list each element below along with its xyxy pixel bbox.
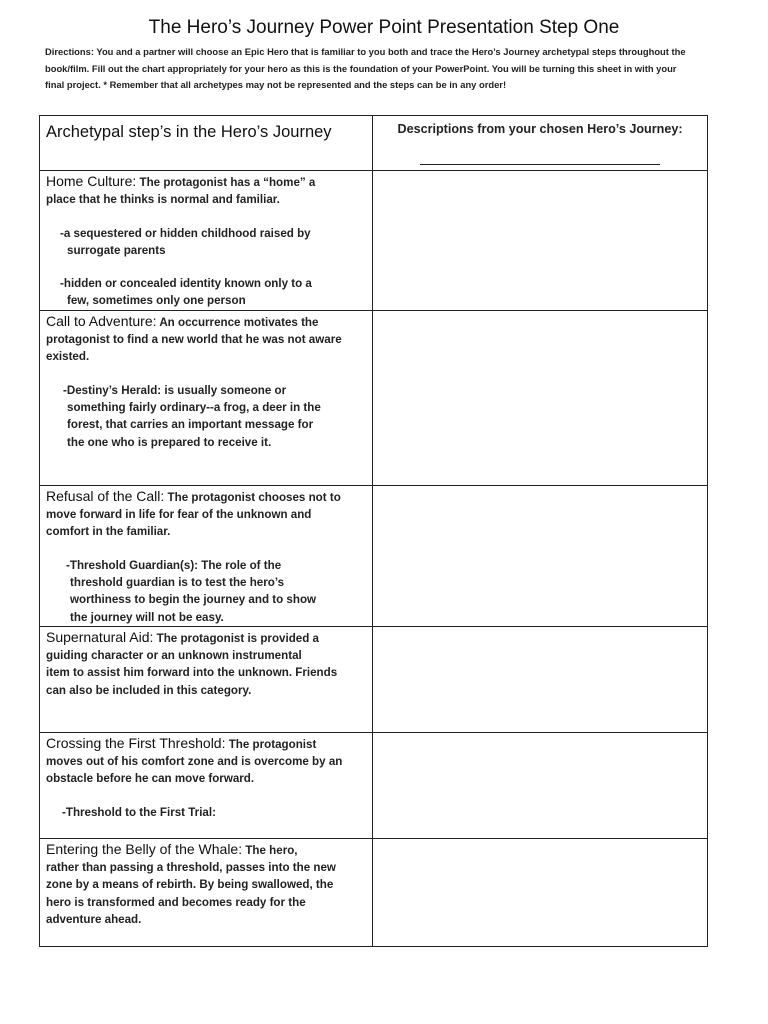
- description-input-cell[interactable]: [373, 171, 708, 311]
- step-intro: The protagonist is provided a: [156, 631, 319, 645]
- step-intro: place that he thinks is normal and familiar.: [46, 193, 280, 207]
- table-row-refusal-of-the-call: [40, 485, 708, 626]
- sub-line: -a sequestered or hidden childhood raised by: [60, 226, 311, 240]
- step-intro: move forward in life for fear of the unknown and: [46, 508, 312, 522]
- step-intro: can also be included in this category.: [46, 683, 252, 697]
- step-intro: The protagonist has a “home” a: [139, 176, 316, 189]
- step-name: Entering the Belly of the Whale:: [46, 840, 243, 857]
- step-intro: An occurrence motivates the: [159, 315, 319, 329]
- table-row-supernatural-aid: [40, 626, 708, 732]
- step-cell: [40, 171, 373, 311]
- sub-archetype: [46, 225, 366, 260]
- sub-line: worthiness to begin the journey and to show: [70, 593, 317, 607]
- description-input-cell[interactable]: [373, 732, 708, 838]
- sub-archetype: [46, 804, 366, 821]
- step-intro: protagonist to find a new world that he was not aware: [46, 333, 342, 347]
- sub-line: -Destiny’s Herald: is usually someone or: [63, 383, 287, 397]
- sub-line: something fairly ordinary--a frog, a deer in the: [67, 400, 321, 414]
- directions-paragraph: [45, 44, 717, 94]
- sub-archetype: [46, 557, 366, 626]
- step-cell: [40, 310, 373, 485]
- description-input-cell[interactable]: [373, 626, 708, 732]
- step-intro: The protagonist: [228, 737, 317, 751]
- directions-line: book/film. Fill out the chart appropriately for your hero as this is the foundation of your PowerPoint. You will be turning this sheet in with your: [45, 62, 677, 74]
- step-intro: The protagonist chooses not to: [167, 490, 341, 504]
- description-input-cell[interactable]: [373, 485, 708, 626]
- directions-line: Directions: You and a partner will choose an Epic Hero that is familiar to you both and trace the Hero’s Journey archetypal steps throughout the: [45, 46, 686, 57]
- sub-line: -hidden or concealed identity known only to a: [60, 277, 312, 291]
- step-intro: The hero,: [245, 843, 298, 857]
- step-name: Crossing the First Threshold:: [46, 734, 226, 751]
- sub-archetype: [46, 382, 366, 451]
- directions-line: final project. * Remember that all archetypes may not be represented and the steps can be in any order!: [45, 79, 507, 91]
- sub-archetype: [46, 275, 366, 310]
- sub-line: threshold guardian is to test the hero’s: [70, 575, 285, 589]
- table-row-call-to-adventure: [40, 310, 708, 485]
- table-row-home-culture: [40, 171, 708, 311]
- sub-line: -Threshold to the First Trial:: [62, 805, 216, 819]
- table-header-row: [40, 116, 708, 171]
- step-name: Supernatural Aid:: [46, 628, 154, 645]
- sub-line: the one who is prepared to receive it.: [67, 435, 272, 449]
- table-row-belly-of-the-whale: [40, 838, 708, 946]
- step-intro: rather than passing a threshold, passes into the new: [46, 861, 336, 875]
- table-row-crossing-first-threshold: [40, 732, 708, 838]
- step-intro: moves out of his comfort zone and is overcome by an: [46, 755, 343, 769]
- sub-line: surrogate parents: [67, 243, 166, 257]
- step-name: Call to Adventure:: [46, 312, 157, 329]
- step-cell: [40, 485, 373, 626]
- step-intro: comfort in the familiar.: [46, 525, 171, 539]
- sub-line: forest, that carries an important message for: [67, 418, 314, 432]
- sub-line: the journey will not be easy.: [70, 610, 224, 624]
- hero-name-blank-line[interactable]: [420, 154, 660, 165]
- header-step-label: Archetypal step’s in the Hero’s Journey: [46, 123, 332, 141]
- step-intro: existed.: [46, 350, 90, 364]
- heros-journey-table: [39, 115, 708, 947]
- header-desc-label: Descriptions from your chosen Hero’s Journey:: [397, 122, 683, 136]
- step-name: Home Culture:: [46, 173, 137, 189]
- step-cell: [40, 626, 373, 732]
- step-cell: [40, 732, 373, 838]
- header-step-cell: [40, 116, 373, 171]
- step-intro: hero is transformed and becomes ready for the: [46, 895, 306, 909]
- header-desc-cell[interactable]: [373, 116, 708, 171]
- step-intro: zone by a means of rebirth. By being swallowed, the: [46, 878, 334, 892]
- step-intro: item to assist him forward into the unknown. Friends: [46, 666, 338, 680]
- description-input-cell[interactable]: [373, 310, 708, 485]
- description-input-cell[interactable]: [373, 838, 708, 946]
- step-intro: guiding character or an unknown instrumental: [46, 649, 302, 663]
- sub-line: -Threshold Guardian(s): The role of the: [66, 558, 282, 572]
- sub-line: few, sometimes only one person: [67, 294, 246, 308]
- page-title: The Hero’s Journey Power Point Presentation Step One: [148, 17, 620, 38]
- step-intro: obstacle before he can move forward.: [46, 772, 255, 786]
- step-name: Refusal of the Call:: [46, 487, 165, 504]
- step-cell: [40, 838, 373, 946]
- step-intro: adventure ahead.: [46, 913, 142, 927]
